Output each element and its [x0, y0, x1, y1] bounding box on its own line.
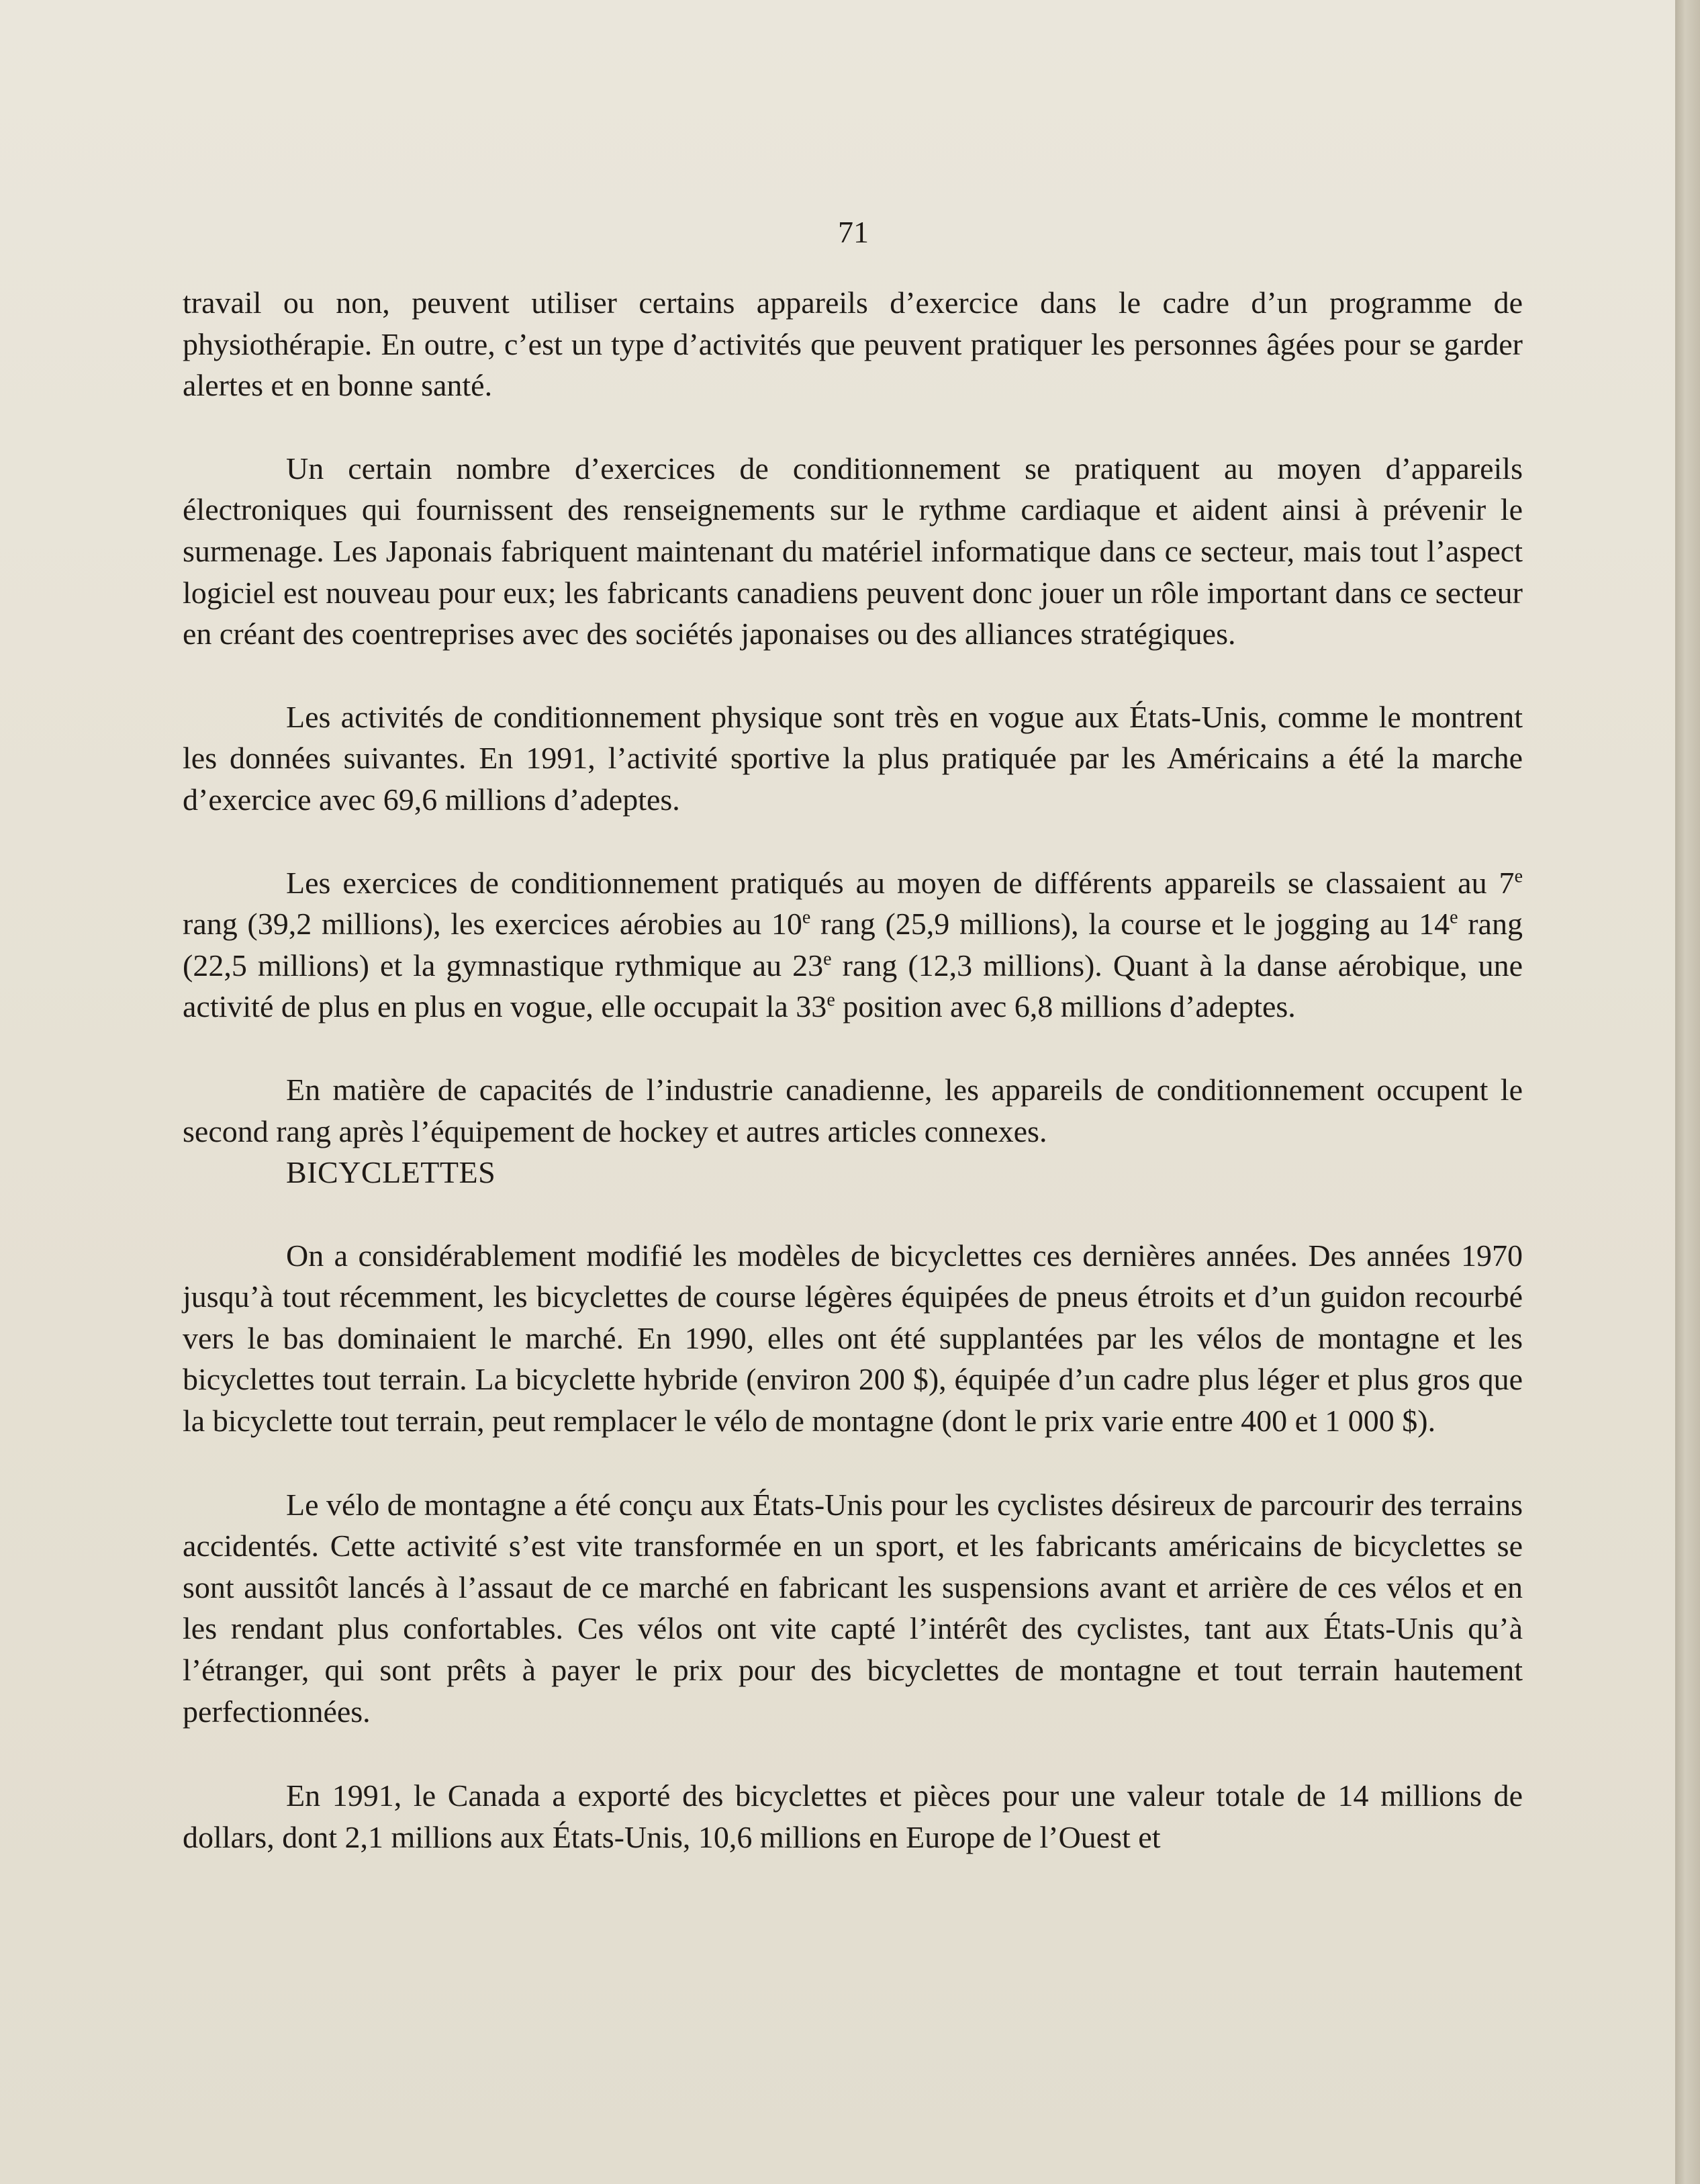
paragraph-bicycle-models: On a considérablement modifié les modèles de bicyclettes ces dernières années. Des années 1970 jusqu’à tout récemment, les bicyclettes de course légères équipées de pneus étroits et d’un guidon recourbé vers le bas dominaient le marché. En 1990, elles ont été supplantées par les vélos de montagne et les bicyclettes tout terrain. La bicyclette hybride (environ 200 $), équipée d’un cadre plus léger et plus gros que la bicyclette tout terrain, peut remplacer le vélo de montagne (dont le prix varie entre 400 et 1 000 $).	[183, 1238, 1523, 1439]
paragraph-canadian-capacity: En matière de capacités de l’industrie canadienne, les appareils de conditionnement occupent le second rang après l’équipement de hockey et autres articles connexes.	[183, 1072, 1523, 1148]
paragraph-mountain-bike: Le vélo de montagne a été conçu aux États-Unis pour les cyclistes désireux de parcourir des terrains accidentés. Cette activité s’est vite transformée en un sport, et les fabricants américains de bicyclettes se sont aussitôt lancés à l’assaut de ce marché en fabricant les suspensions avant et arrière de ces vélos et en les rendant plus confortables. Ces vélos ont vite capté l’intérêt des cyclistes, tant aux États-Unis qu’à l’étranger, qui sont prêts à payer le prix pour des bicyclettes de montagne et tout terrain hautement perfectionnées.	[183, 1487, 1523, 1729]
page-number: 71	[838, 215, 869, 249]
paragraph-exports: En 1991, le Canada a exporté des bicyclettes et pièces pour une valeur totale de 14 millions de dollars, dont 2,1 millions aux États-Unis, 10,6 millions en Europe de l’Ouest et	[183, 1778, 1523, 1854]
paragraph-us-fitness: Les activités de conditionnement physique sont très en vogue aux États-Unis, comme le montrent les données suivantes. En 1991, l’activité sportive la plus pratiquée par les Américains a été la marche d’exercice avec 69,6 millions d’adeptes.	[183, 699, 1523, 817]
paragraph-rankings: Les exercices de conditionnement pratiqués au moyen de différents appareils se classaient au 7e rang (39,2 millions), les exercices aérobies au 10e rang (25,9 millions), la course et le jogging au 14e rang (22,5 millions) et la gymnastique rythmique au 23e rang (12,3 millions). Quant à la danse aérobique, une activité de plus en plus en vogue, elle occupait la 33e position avec 6,8 millions d’adeptes.	[183, 865, 1523, 1024]
page-content	[183, 282, 1523, 1858]
paragraph-electronic-devices: Un certain nombre d’exercices de conditionnement se pratiquent au moyen d’appareils électroniques qui fournissent des renseignements sur le rythme cardiaque et aident ainsi à prévenir le surmenage. Les Japonais fabriquent maintenant du matériel informatique dans ce secteur, mais tout l’aspect logiciel est nouveau pour eux; les fabricants canadiens peuvent donc jouer un rôle important dans ce secteur en créant des coentreprises avec des sociétés japonaises ou des alliances stratégiques.	[183, 451, 1523, 651]
paragraph-physiotherapy: travail ou non, peuvent utiliser certains appareils d’exercice dans le cadre d’un programme de physiothérapie. En outre, c’est un type d’activités que peuvent pratiquer les personnes âgées pour se garder alertes et en bonne santé.	[183, 285, 1523, 403]
page-edge	[1675, 0, 1700, 2184]
section-heading-bicyclettes: BICYCLETTES	[286, 1155, 496, 1190]
